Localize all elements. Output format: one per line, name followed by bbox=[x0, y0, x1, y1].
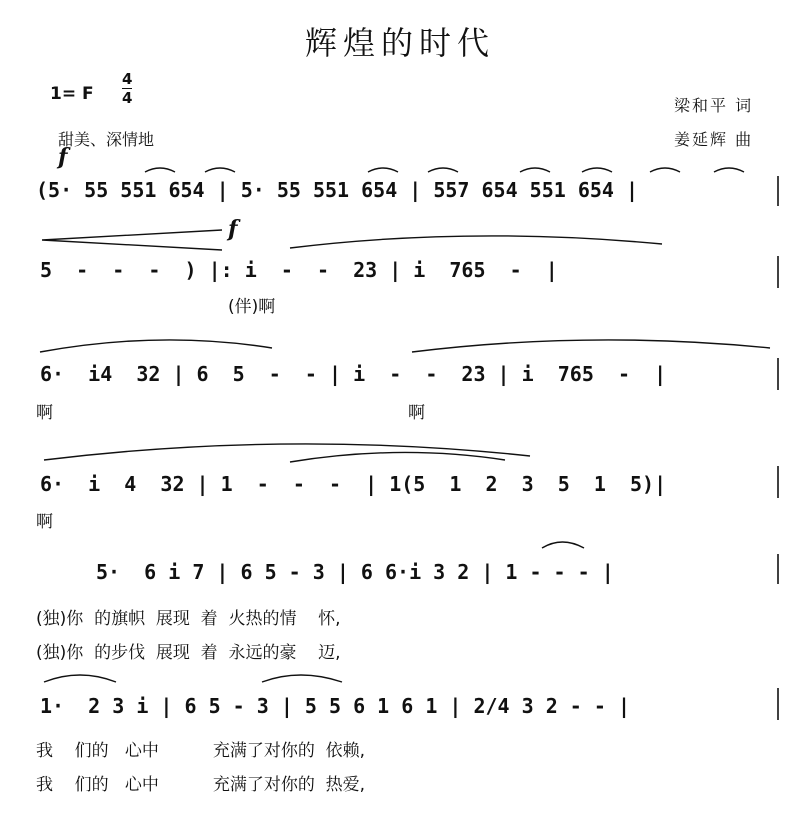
staff-line-3: 6· i4 32 | 6 5 - - | i - - 23 | i 765 - | bbox=[40, 362, 667, 386]
composer-credit: 姜延辉 曲 bbox=[674, 130, 754, 149]
lyric-line-6a: 我 们的 心中 充满了对你的 依赖, bbox=[36, 741, 366, 761]
slur-line-3b bbox=[412, 340, 770, 352]
slur-line-2 bbox=[290, 236, 662, 248]
staff-line-6: 1· 2 3 i | 6 5 - 3 | 5 5 6 1 6 1 | 2/4 3 2 - - | bbox=[40, 694, 631, 718]
lyric-line-5b: (独)你 的步伐 展现 着 永远的豪 迈, bbox=[36, 643, 341, 663]
tie-line-6b bbox=[262, 675, 342, 682]
lyricist-credit: 梁和平 词 bbox=[674, 96, 754, 115]
staff-line-2: 5 - - - ) |: i - - 23 | i 765 - | bbox=[40, 258, 558, 282]
song-title: 辉煌的时代 bbox=[304, 24, 495, 62]
staff-line-5: 5· 6 i 7 | 6 5 - 3 | 6 6·i 3 2 | 1 - - - | bbox=[96, 560, 614, 584]
slur-line-3a bbox=[40, 340, 272, 352]
lyric-line-3a: 啊 bbox=[36, 403, 53, 423]
tie-line-6a bbox=[44, 675, 116, 682]
triplet-marks bbox=[145, 168, 744, 172]
lyric-line-3b: 啊 bbox=[408, 403, 425, 423]
tempo-marking: 甜美、深情地 bbox=[58, 130, 155, 149]
dynamic-forte-2: f bbox=[228, 216, 238, 242]
lyric-line-5a: (独)你 的旗帜 展现 着 火热的情 怀, bbox=[36, 609, 341, 629]
slur-line-4b bbox=[290, 452, 505, 462]
time-signature-top: 4 bbox=[122, 70, 133, 88]
tie-line-5 bbox=[542, 542, 584, 548]
lyric-line-2: (伴)啊 bbox=[228, 297, 276, 317]
staff-line-1: (5· 55 551 654 | 5· 55 551 654 | 557 654 551 654 | bbox=[36, 178, 639, 202]
crescendo-hairpin bbox=[42, 230, 222, 250]
time-signature-bottom: 4 bbox=[122, 89, 133, 107]
lyric-line-4: 啊 bbox=[36, 512, 53, 532]
key-signature: 1= F bbox=[50, 84, 94, 104]
staff-line-4: 6· i 4 32 | 1 - - - | 1(5 1 2 3 5 1 5)| bbox=[40, 472, 667, 496]
lyric-line-6b: 我 们的 心中 充满了对你的 热爱, bbox=[36, 775, 366, 795]
dynamic-forte-1: f bbox=[58, 144, 68, 170]
slur-line-4a bbox=[44, 444, 530, 460]
